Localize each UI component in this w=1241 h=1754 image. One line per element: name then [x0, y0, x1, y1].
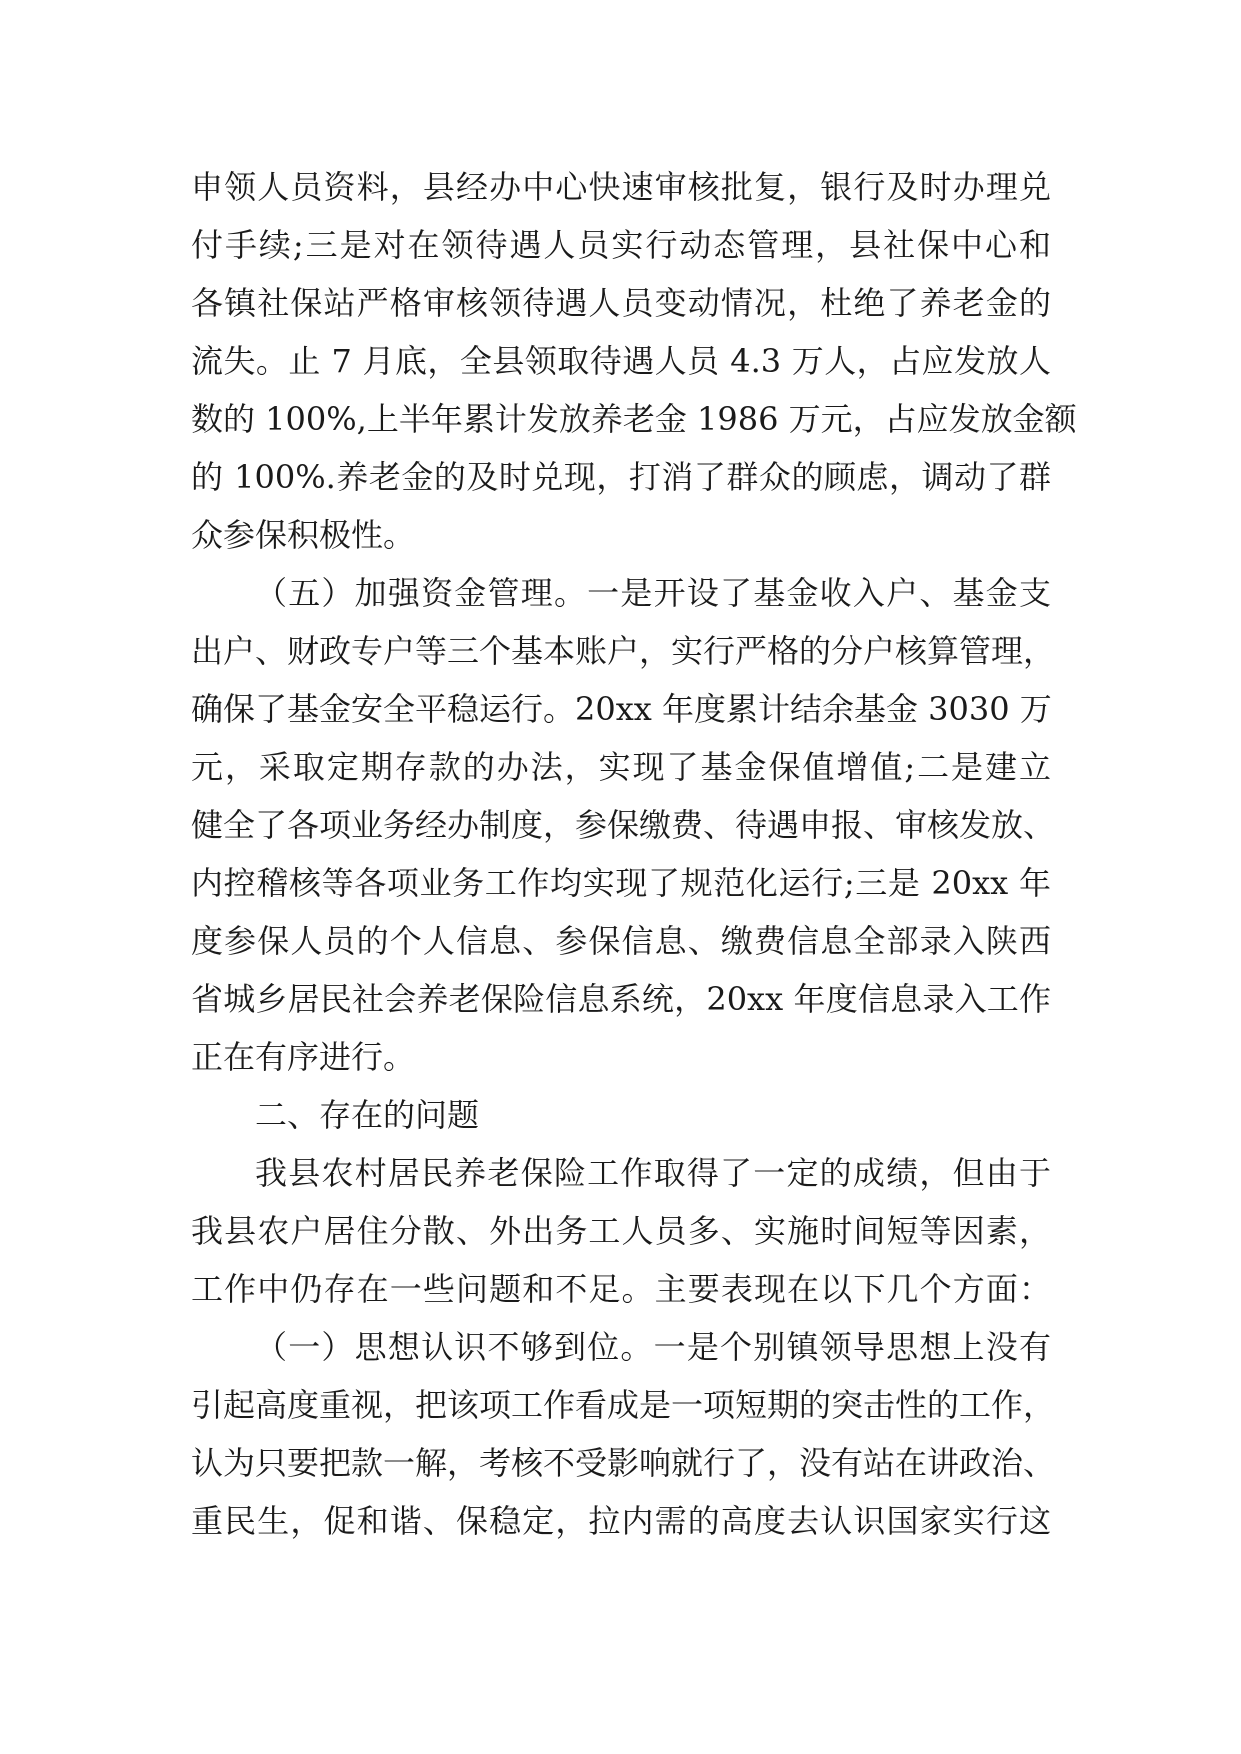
- text-line: 工作中仍存在一些问题和不足。主要表现在以下几个方面：: [191, 1270, 1051, 1308]
- text-line: 申领人员资料，县经办中心快速审核批复，银行及时办理兑: [191, 168, 1051, 206]
- text-line: 引起高度重视，把该项工作看成是一项短期的突击性的工作，: [191, 1386, 1056, 1424]
- text-line: 健全了各项业务经办制度，参保缴费、待遇申报、审核发放、: [191, 806, 1056, 844]
- text-line: 出户、财政专户等三个基本账户，实行严格的分户核算管理，: [191, 632, 1056, 670]
- text-line: 省城乡居民社会养老保险信息系统，20xx 年度信息录入工作: [191, 980, 1051, 1018]
- text-line: 付手续;三是对在领待遇人员实行动态管理，县社保中心和: [191, 226, 1051, 264]
- text-line: 我县农户居住分散、外出务工人员多、实施时间短等因素，: [191, 1212, 1051, 1250]
- text-line: 重民生，促和谐、保稳定，拉内需的高度去认识国家实行这: [191, 1502, 1051, 1540]
- text-line: 各镇社保站严格审核领待遇人员变动情况，杜绝了养老金的: [191, 284, 1051, 322]
- document-body: [191, 158, 1077, 1550]
- text-line: 数的 100%,上半年累计发放养老金 1986 万元，占应发放金额: [191, 400, 1077, 438]
- text-line: 度参保人员的个人信息、参保信息、缴费信息全部录入陕西: [191, 922, 1051, 960]
- text-line: 认为只要把款一解，考核不受影响就行了，没有站在讲政治、: [191, 1444, 1056, 1482]
- text-line: 内控稽核等各项业务工作均实现了规范化运行;三是 20xx 年: [191, 864, 1051, 902]
- paragraph-first-line: 我县农村居民养老保险工作取得了一定的成绩，但由于: [255, 1154, 1051, 1192]
- text-line: 众参保积极性。: [191, 516, 416, 554]
- text-line: 元，采取定期存款的办法，实现了基金保值增值;二是建立: [191, 748, 1051, 786]
- text-line: 流失。止 7 月底，全县领取待遇人员 4.3 万人，占应发放人: [191, 342, 1051, 380]
- text-line: 正在有序进行。: [191, 1038, 416, 1076]
- text-line: 确保了基金安全平稳运行。20xx 年度累计结余基金 3030 万: [191, 690, 1052, 728]
- section-heading-line: （五）加强资金管理。一是开设了基金收入户、基金支: [255, 574, 1051, 612]
- section-title: 二、存在的问题: [255, 1096, 480, 1134]
- section-heading-line: （一）思想认识不够到位。一是个别镇领导思想上没有: [255, 1328, 1051, 1366]
- text-line: 的 100%.养老金的及时兑现，打消了群众的顾虑，调动了群: [191, 458, 1051, 496]
